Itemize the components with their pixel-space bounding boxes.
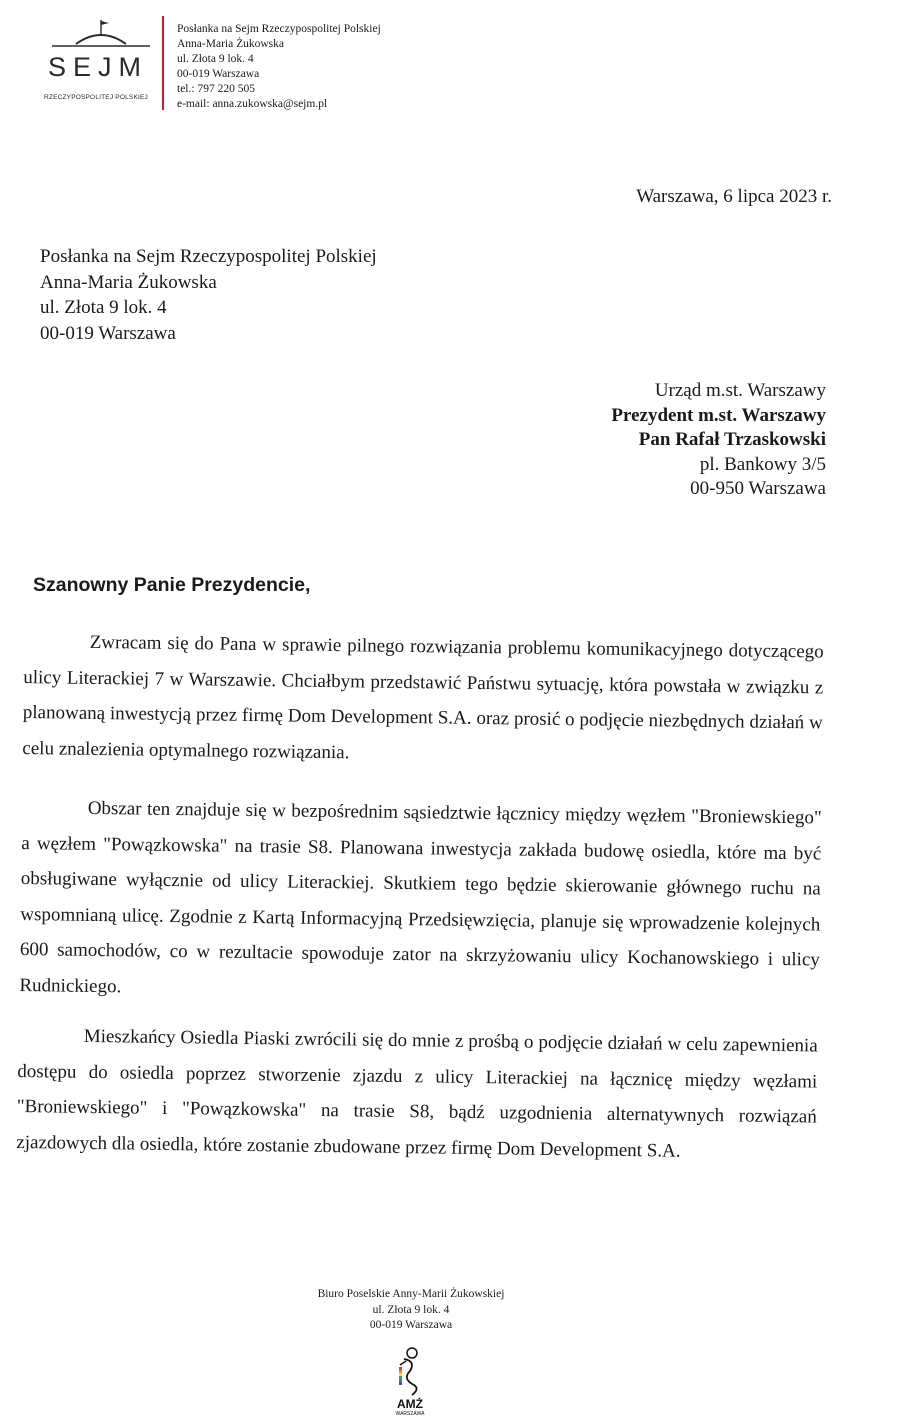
- body-paragraph: [16, 1018, 818, 1170]
- letterhead-line: tel.: 797 220 505: [177, 83, 255, 95]
- footer-line: Biuro Poselskie Anny-Marii Żukowskiej: [317, 1288, 505, 1300]
- sejm-logo-subtitle: RZECZYPOSPOLITEJ POLSKIEJ: [44, 94, 148, 101]
- mermaid-emblem-icon: [390, 1345, 430, 1397]
- letterhead-line: ul. Złota 9 lok. 4: [177, 53, 254, 65]
- sender-line: ul. Złota 9 lok. 4: [40, 297, 167, 318]
- recipient-line: Pan Rafał Trzaskowski: [638, 429, 826, 450]
- body-paragraph: [19, 790, 822, 1013]
- recipient-line: 00-950 Warszawa: [690, 478, 826, 499]
- sejm-logo-word: SEJM: [48, 52, 149, 82]
- letterhead-line: 00-019 Warszawa: [177, 68, 260, 80]
- recipient-line: Urząd m.st. Warszawy: [654, 380, 826, 401]
- letterhead-line: Posłanka na Sejm Rzeczypospolitej Polskiej: [177, 23, 381, 35]
- recipient-address: [611, 379, 826, 502]
- footer-line: ul. Złota 9 lok. 4: [372, 1303, 450, 1316]
- recipient-line: pl. Bankowy 3/5: [699, 453, 826, 475]
- amz-logo: [390, 1345, 430, 1419]
- amz-logo-subtitle: WARSZAWA: [395, 1411, 425, 1417]
- sender-line: Posłanka na Sejm Rzeczypospolitej Polskiej: [40, 246, 377, 267]
- footer-office-address: [280, 1287, 542, 1334]
- letterhead-contact: [177, 22, 381, 112]
- salutation: Szanowny Panie Prezydencie,: [33, 574, 311, 596]
- sender-address: [40, 244, 377, 346]
- letterhead-divider: [162, 16, 164, 110]
- recipient-line: Prezydent m.st. Warszawy: [611, 404, 826, 426]
- body-paragraph-text: Obszar ten znajduje się w bezpośrednim sąsiedztwie łącznicy między węzłem "Broniewskiego" a węzłem "Powązkowska" na trasie S8. Planowana inwestycja zakłada budowę osiedla, które ma być obsługiwane wyłącznie od ulicy Literackiej. Skutkiem tego będzie skierowanie głównego ruchu na wspomnianą ulicę. Zgodnie z Kartą Informacyjną Przedsięwzięcia, planuje się wprowadzenie kolejnych 600 samochodów, co w rezultacie spowoduje zator na skrzyżowaniu ulicy Kochanowskiego i ulicy Rudnickiego.: [19, 797, 822, 997]
- sender-line: 00-019 Warszawa: [40, 322, 176, 344]
- sender-line: Anna-Maria Żukowska: [40, 271, 217, 293]
- amz-logo-text: AMŻ: [397, 1397, 423, 1411]
- body-paragraph: [22, 624, 824, 776]
- letterhead-line: Anna-Maria Żukowska: [177, 38, 284, 50]
- letterhead-email: e-mail: anna.zukowska@sejm.pl: [177, 98, 328, 110]
- footer-line: 00-019 Warszawa: [369, 1319, 453, 1331]
- body-paragraph-text: Zwracam się do Pana w sprawie pilnego rozwiązania problemu komunikacyjnego dotyczącego ulicy Literackiej 7 w Warszawie. Chciałbym przedstawić Państwu sytuację, która powstała w związku z planowaną inwestycją przez firmę Dom Development S.A. oraz prosić o podjęcie niezbędnych działań w celu znalezienia optymalnego rozwiązania.: [22, 631, 824, 763]
- body-paragraph-text: Mieszkańcy Osiedla Piaski zwrócili się do mnie z prośbą o podjęcie działań w celu zapewnienia dostępu do osiedla poprzez stworzenie zjazdu z ulicy Literackiej na łącznicę między węzłami "Broniewskiego" i "Powązkowska" na trasie S8, bądź uzgodnienia alternatywnych rozwiązań zjazdowych dla osiedla, które zostanie zbudowane przez firmę Dom Development S.A.: [16, 1025, 818, 1162]
- letter-date: Warszawa, 6 lipca 2023 r.: [636, 186, 832, 207]
- sejm-logo: [44, 18, 154, 108]
